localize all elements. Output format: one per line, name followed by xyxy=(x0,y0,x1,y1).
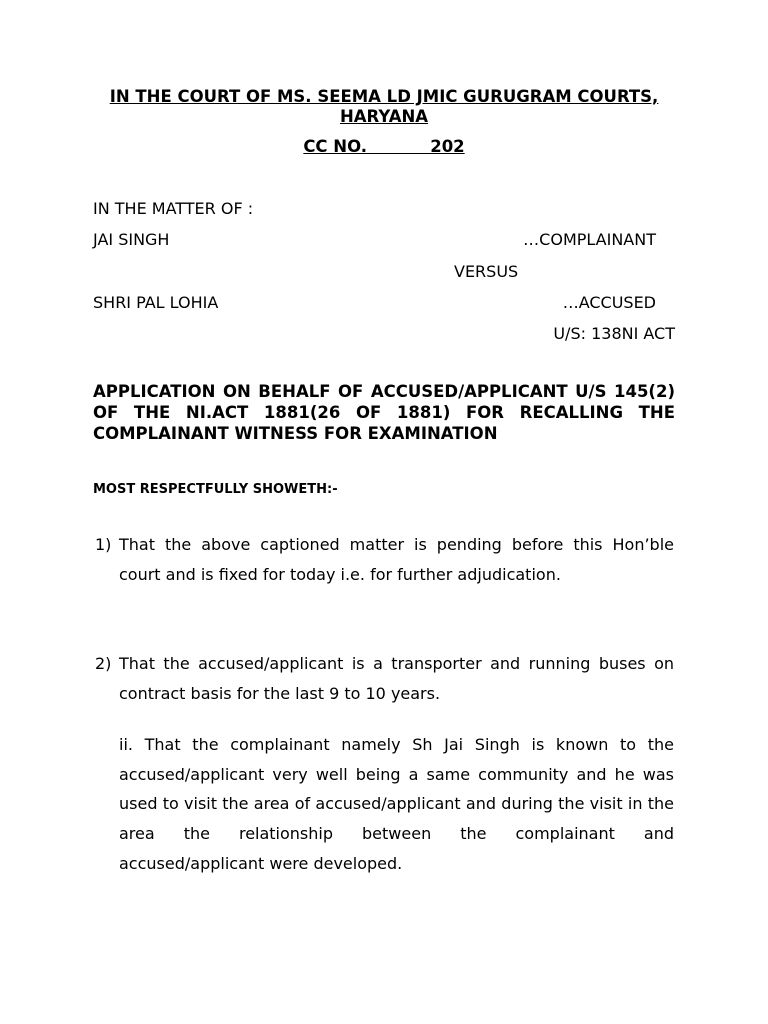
sub-paragraph-text: ii. That the complainant namely Sh Jai Singh is known to the accused/applicant very well being a same community and he was used to visit the area of accused/applicant and during the visit in the area the relationship between the complainant and accused/applicant were developed. xyxy=(119,735,674,873)
court-heading: IN THE COURT OF MS. SEEMA LD JMIC GURUGRAM COURTS, HARYANA xyxy=(109,87,659,126)
paragraph-number: 1) xyxy=(95,535,112,554)
application-subject: APPLICATION ON BEHALF OF ACCUSED/APPLICANT U/S 145(2) OF THE NI.ACT 1881(26 OF 1881) FOR RECALLING THE COMPLAINANT WITNESS FOR EXAMINATION xyxy=(93,382,675,443)
showeth-heading: MOST RESPECTFULLY SHOWETH:- xyxy=(93,482,338,497)
complainant-name: JAI SINGH xyxy=(93,230,170,249)
accused-role: …ACCUSED xyxy=(562,293,656,312)
versus-label: VERSUS xyxy=(454,262,519,281)
matter-of-label: IN THE MATTER OF : xyxy=(93,199,254,218)
paragraph-text: That the above captioned matter is pending before this Hon’ble court and is fixed for today i.e. for further adjudication. xyxy=(119,535,674,584)
case-number: CC NO. 202 xyxy=(303,137,465,156)
section-reference: U/S: 138NI ACT xyxy=(553,324,675,343)
complainant-role: …COMPLAINANT xyxy=(523,230,656,249)
accused-name: SHRI PAL LOHIA xyxy=(93,293,219,312)
paragraph-text: That the accused/applicant is a transporter and running buses on contract basis for the last 9 to 10 years. xyxy=(119,654,674,703)
paragraph-number: 2) xyxy=(95,654,112,673)
